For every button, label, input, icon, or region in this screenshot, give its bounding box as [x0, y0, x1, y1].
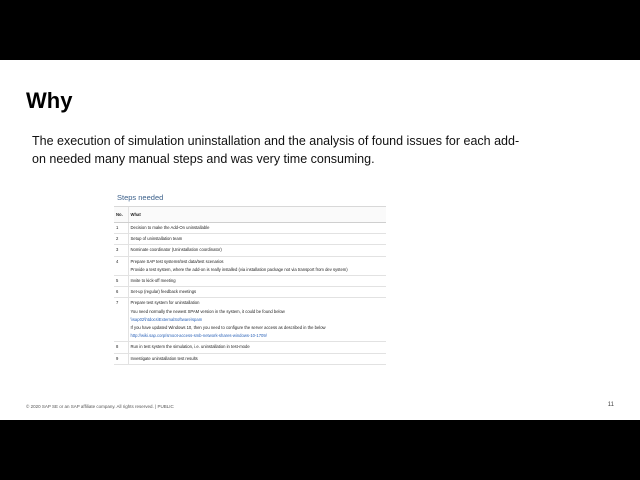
slide-body-text: The execution of simulation uninstallation and the analysis of found issues for each add-on needed many manual steps and was very time consuming.	[32, 134, 520, 166]
table-row	[114, 298, 386, 342]
row-text: Invite to kick-off meeting	[128, 276, 386, 287]
row-number: 3	[114, 245, 128, 256]
row-subtext-2: If you have updated Windows 10, then you need to configure the server access as described in the below	[130, 325, 326, 331]
slide-title: Why	[26, 88, 73, 113]
row-text: Set-up (regular) feedback meetings	[128, 287, 386, 298]
page-number: 11	[607, 402, 614, 408]
row-text: Setup of uninstallation team	[128, 234, 386, 245]
column-header-what: What	[128, 207, 386, 223]
row-number: 7	[114, 298, 128, 342]
table-row	[114, 223, 386, 234]
row-number: 6	[114, 287, 128, 298]
row-text: Decision to make the Add-On uninstallable	[128, 223, 386, 234]
steps-heading: Steps needed	[117, 193, 164, 202]
row-number: 1	[114, 223, 128, 234]
row-subtext: Provide a test system, where the add-on is really installed (via installation package not via transport from dev system)	[130, 266, 348, 272]
row-text-cell	[128, 298, 386, 342]
row-text: Prepare SAP test systems/test data/test scenarios	[130, 258, 224, 264]
table-row	[114, 276, 386, 287]
row-number: 5	[114, 276, 128, 287]
table-row	[114, 256, 386, 275]
row-subtext: You need normally the newest SPAM version in the system, it could be found below	[130, 308, 285, 314]
steps-table-image	[114, 193, 388, 375]
steps-table	[114, 206, 386, 365]
row-text: Prepare test system for uninstallation	[130, 300, 200, 306]
row-number: 8	[114, 342, 128, 353]
row-text-cell	[128, 256, 386, 275]
column-header-no: No.	[114, 207, 128, 223]
row-number: 4	[114, 256, 128, 275]
table-row	[114, 234, 386, 245]
wiki-link[interactable]: http://wiki.sap.corp/smoot-access-smb-network-shares-windows-10-1709/	[130, 333, 267, 339]
row-text: Investigate uninstallation test results	[128, 353, 386, 364]
spam-path-link[interactable]: \\sap02\htdocs\ExternalSoftware\spam	[130, 316, 203, 322]
copyright-footer: © 2020 SAP SE or an SAP affiliate company. All rights reserved. | PUBLIC	[26, 404, 174, 409]
row-text: Nominate coordinator (Uninstallation coordinator)	[128, 245, 386, 256]
table-row	[114, 353, 386, 364]
row-number: 2	[114, 234, 128, 245]
table-row	[114, 245, 386, 256]
table-row	[114, 342, 386, 353]
table-row	[114, 287, 386, 298]
table-header-row	[114, 207, 386, 223]
row-text: Run in test system the simulation, i.e. uninstallation in test-mode	[128, 342, 386, 353]
row-number: 9	[114, 353, 128, 364]
slide	[0, 60, 640, 420]
